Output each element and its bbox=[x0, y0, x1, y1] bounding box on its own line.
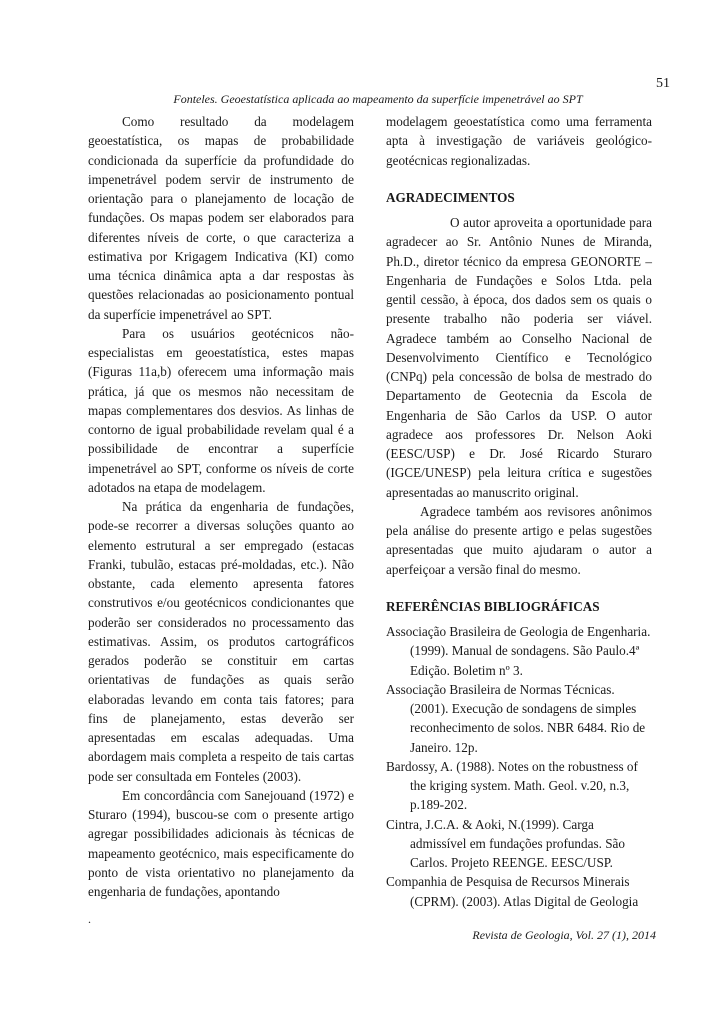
page-number: 51 bbox=[656, 76, 670, 91]
paragraph: Na prática da engenharia de fundações, pode-se recorrer a diversas soluções quanto ao elemento estrutural a ser empregado (estacas Franki, tubulão, estacas pré-moldadas, etc.). Não obstante, cada elemento apresenta fatores construtivos e/ou geotécnicos condicionantes que poderão ser considerados no processamento das estimativas. Assim, os produtos cartográficos gerados poderão se constituir em cartas orientativas de fundações as quais serão elaboradas levando em conta tais fatores; para fins de planejamento, estas deverão ser apresentadas em escalas adequadas. Uma abordagem mais completa a respeito de tais cartas pode ser consultada em Fonteles (2003). bbox=[88, 499, 354, 784]
paragraph: modelagem geoestatística como uma ferramenta apta à investigação de variáveis geológico-geotécnicas regionalizadas. bbox=[386, 114, 652, 168]
right-column bbox=[386, 112, 652, 911]
reference-item: Companhia de Pesquisa de Recursos Minerais (CPRM). (2003). Atlas Digital de Geologia bbox=[386, 874, 639, 909]
paragraph: Agradece também aos revisores anônimos pela análise do presente artigo e pelas sugestões apresentadas que muito ajudaram o autor a aperfeiçoar a versão final do mesmo. bbox=[386, 503, 652, 577]
paragraph: Em concordância com Sanejouand (1972) e Sturaro (1994), buscou-se com o presente artigo agregar possibilidades adicionais às técnicas de mapeamento geotécnico, mais especificamente do ponto de vista orientativo no planejamento da engenharia de fundações, apontando bbox=[88, 787, 354, 899]
paragraph: Como resultado da modelagem geoestatística, os mapas de probabilidade condicionada da superfície da profundidade do impenetrável podem servir de instrumento de orientação para o planejamento de locação de fundações. Os mapas podem ser elaborados para diferentes níveis de corte, o que caracteriza a estimativa por Krigagem Indicativa (KI) como uma técnica dinâmica apta a dar respostas às questões relacionadas ao posicionamento pontual da superfície impenetrável ao SPT. bbox=[88, 114, 354, 322]
running-title: Fonteles. Geoestatística aplicada ao mapeamento da superfície impenetrável ao SPT bbox=[173, 92, 583, 106]
paragraph: Para os usuários geotécnicos não-especialistas em geoestatística, estes mapas (Figuras 11a,b) oferecem uma informação mais prática, já que os mesmos não necessitam de mapas complementares dos desvios. As linhas de contorno de igual probabilidade revelam qual é a possibilidade de encontrar a superfície impenetrável ao SPT, conforme os níveis de corte adotados na etapa de modelagem. bbox=[88, 325, 354, 495]
left-column bbox=[88, 112, 354, 901]
journal-footer: Revista de Geologia, Vol. 27 (1), 2014 bbox=[472, 928, 656, 942]
reference-item: Cintra, J.C.A. & Aoki, N.(1999). Carga admissível em fundações profundas. São Carlos. Projeto REENGE. EESC/USP. bbox=[386, 816, 625, 870]
reference-item: Bardossy, A. (1988). Notes on the robustness of the kriging system. Math. Geol. v.20, n.3, p.189-202. bbox=[386, 758, 638, 813]
paragraph: O autor aproveita a oportunidade para agradecer ao Sr. Antônio Nunes de Miranda, Ph.D., diretor técnico da empresa GEONORTE – Engenharia de Fundações e Solos Ltda. pela gentil cessão, à época, dos dados sem os quais o presente trabalho não poderia ser viável. Agradece também ao Conselho Nacional de Desenvolvimento Científico e Tecnológico (CNPq) pela concessão de bolsa de mestrado do Departamento de Geotecnia da Escola de Engenharia de São Carlos da USP. O autor agradece aos professores Dr. Nelson Aoki (EESC/USP) e Dr. José Ricardo Sturaro (IGCE/UNESP) pela leitura crítica e sugestões apresentadas ao manuscrito original. bbox=[386, 215, 652, 500]
section-heading: AGRADECIMENTOS bbox=[386, 189, 515, 205]
section-heading: REFERÊNCIAS BIBLIOGRÁFICAS bbox=[386, 598, 600, 614]
stray-dot: . bbox=[88, 912, 91, 926]
reference-item: Associação Brasileira de Geologia de Engenharia. (1999). Manual de sondagens. São Paulo.4ª Edição. Boletim nº 3. bbox=[386, 624, 651, 678]
reference-item: Associação Brasileira de Normas Técnicas. (2001). Execução de sondagens de simples reconhecimento de solos. NBR 6484. Rio de Janeiro. 12p. bbox=[386, 681, 646, 755]
